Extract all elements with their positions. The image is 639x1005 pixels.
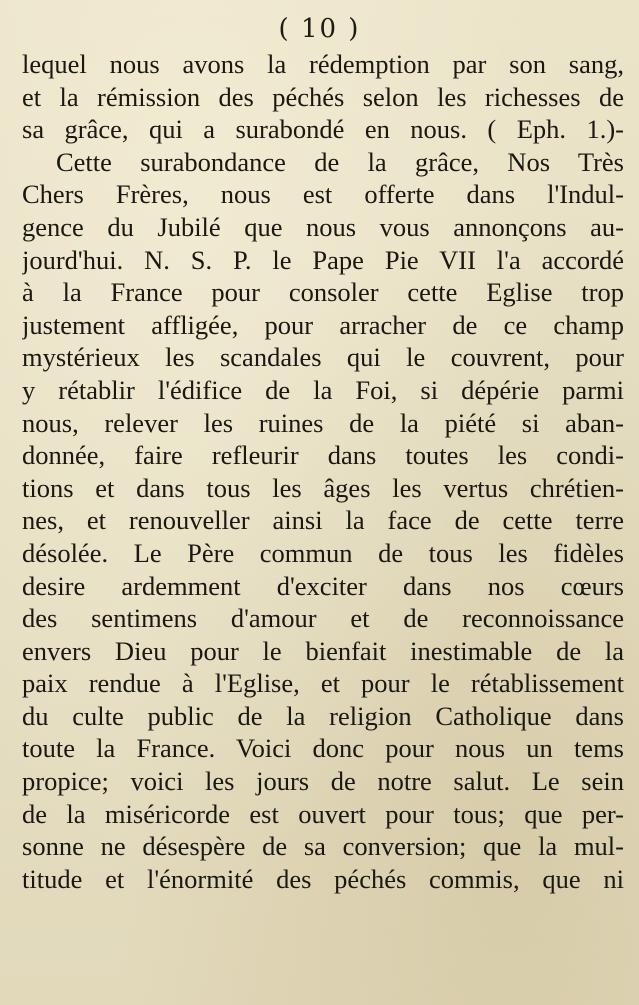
text-line: gence du Jubilé que nous vous annonçons au- xyxy=(22,211,624,242)
text-line: et la rémission des péchés selon les richesses de xyxy=(22,81,624,112)
text-line: de la miséricorde est ouvert pour tous; que per- xyxy=(22,798,624,829)
text-line: mystérieux les scandales qui le couvrent, pour xyxy=(22,342,624,373)
text-line: desire ardemment d'exciter dans nos cœurs xyxy=(22,570,624,601)
text-line: justement affligée, pour arracher de ce champ xyxy=(22,309,624,340)
text-line: y rétablir l'édifice de la Foi, si dépérie parmi xyxy=(22,374,624,405)
text-line: Cette surabondance de la grâce, Nos Très xyxy=(56,146,624,177)
text-line: titude et l'énormité des péchés commis, que ni xyxy=(22,863,624,894)
text-line: toute la France. Voici donc pour nous un tems xyxy=(22,733,624,764)
text-line: propice; voici les jours de notre salut. Le sein xyxy=(22,766,624,797)
text-line: tions et dans tous les âges les vertus chrétien- xyxy=(22,472,624,503)
text-line: du culte public de la religion Catholique dans xyxy=(22,700,624,731)
text-line: des sentimens d'amour et de reconnoissance xyxy=(22,603,624,634)
text-line: désolée. Le Père commun de tous les fidèles xyxy=(22,537,624,568)
text-line: jourd'hui. N. S. P. le Pape Pie VII l'a accordé xyxy=(22,244,624,275)
text-line: paix rendue à l'Eglise, et pour le rétablissement xyxy=(22,668,624,699)
text-line: sonne ne désespère de sa conversion; que la mul- xyxy=(22,831,624,862)
text-line: donnée, faire refleurir dans toutes les condi- xyxy=(22,440,624,471)
text-line: envers Dieu pour le bienfait inestimable de la xyxy=(22,635,624,666)
text-line: lequel nous avons la rédemption par son sang, xyxy=(22,49,624,79)
text-line: nes, et renouveller ainsi la face de cette terre xyxy=(22,505,624,536)
text-line: à la France pour consoler cette Eglise trop xyxy=(22,277,624,308)
text-line: nous, relever les ruines de la piété si aban- xyxy=(22,407,624,438)
text-line: Chers Frères, nous est offerte dans l'Indul- xyxy=(22,179,624,210)
body-text xyxy=(22,48,624,895)
page-number: ( 10 ) xyxy=(278,14,361,44)
text-line: sa grâce, qui a surabondé en nous. ( Eph. 1.)- xyxy=(22,114,624,145)
